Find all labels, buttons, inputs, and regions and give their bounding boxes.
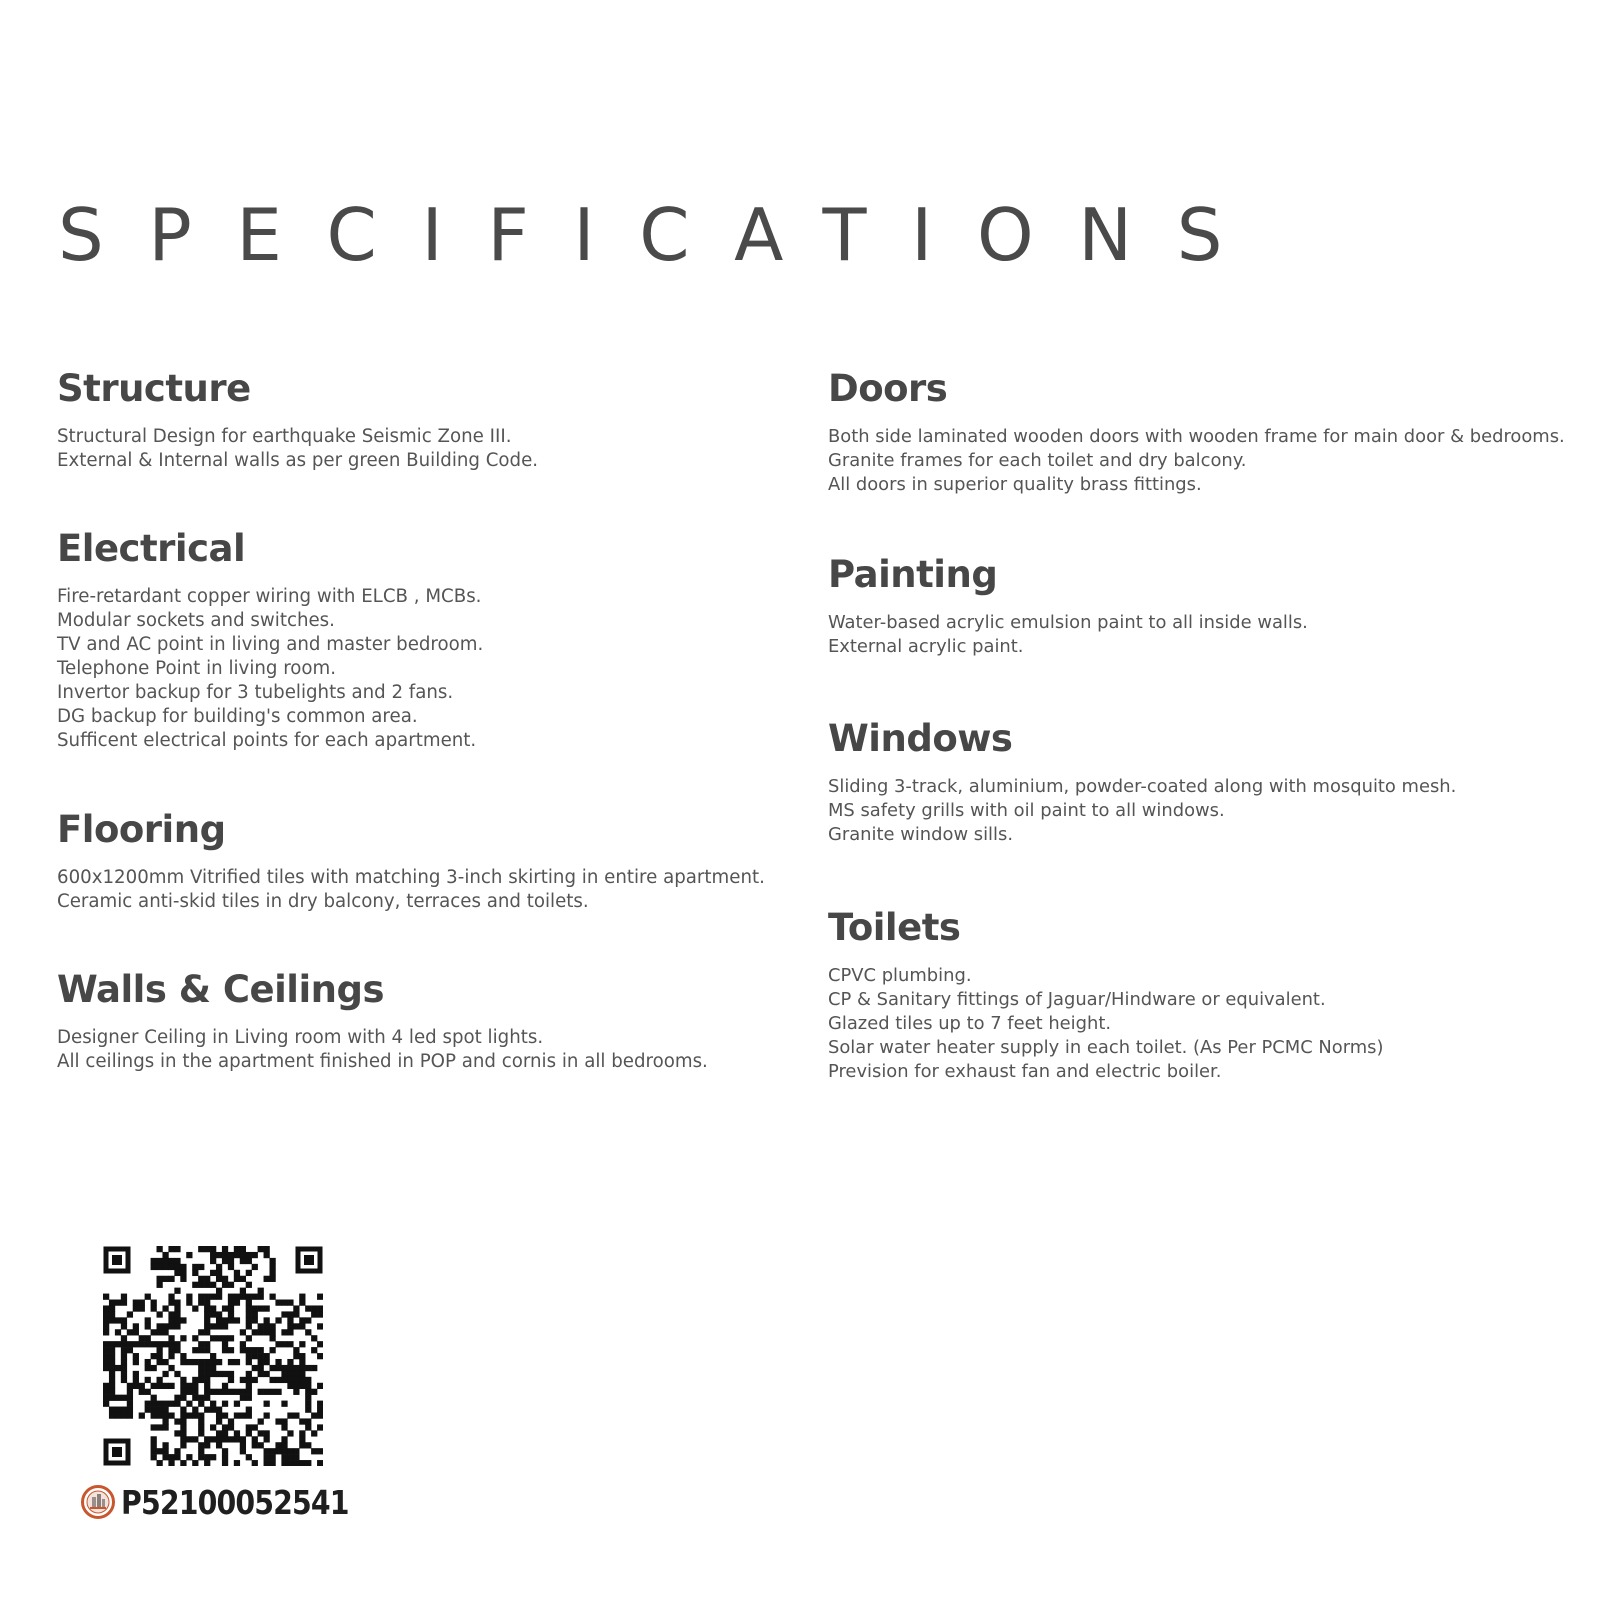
spec-line: Telephone Point in living room. (57, 658, 337, 679)
spec-line: Modular sockets and switches. (57, 610, 335, 631)
section-structure (57, 367, 817, 473)
section-windows (828, 717, 1600, 847)
spec-list (57, 866, 817, 914)
spec-list (828, 964, 1600, 1084)
spec-line: CPVC plumbing. (828, 965, 972, 986)
spec-list (57, 1026, 817, 1074)
spec-line: Water-based acrylic emulsion paint to all inside walls. (828, 612, 1308, 633)
spec-line: External & Internal walls as per green Building Code. (57, 450, 539, 471)
spec-line: Sliding 3-track, aluminium, powder-coated along with mosquito mesh. (828, 776, 1457, 797)
spec-line: Glazed tiles up to 7 feet height. (828, 1013, 1112, 1034)
spec-line: All ceilings in the apartment finished in POP and cornis in all bedrooms. (57, 1051, 708, 1072)
qr-code-icon (103, 1246, 323, 1466)
spec-line: External acrylic paint. (828, 636, 1024, 657)
spec-line: Granite frames for each toilet and dry balcony. (828, 450, 1247, 471)
section-heading: Electrical (57, 527, 246, 570)
section-doors (828, 367, 1600, 497)
spec-line: Fire-retardant copper wiring with ELCB , MCBs. (57, 586, 482, 607)
spec-line: Invertor backup for 3 tubelights and 2 fans. (57, 682, 454, 703)
section-heading: Doors (828, 367, 948, 410)
spec-list (57, 425, 817, 473)
spec-line: MS safety grills with oil paint to all windows. (828, 800, 1225, 821)
spec-line: CP & Sanitary fittings of Jaguar/Hindware or equivalent. (828, 989, 1326, 1010)
spec-list (57, 585, 817, 753)
section-heading: Walls & Ceilings (57, 968, 385, 1011)
spec-line: Sufficent electrical points for each apartment. (57, 730, 477, 751)
spec-line: DG backup for building's common area. (57, 706, 418, 727)
section-heading: Toilets (828, 906, 961, 949)
page-title: SPECIFICATIONS (58, 193, 1268, 277)
spec-line: TV and AC point in living and master bedroom. (57, 634, 484, 655)
section-toilets (828, 906, 1600, 1084)
section-painting (828, 553, 1600, 659)
spec-line: All doors in superior quality brass fittings. (828, 474, 1202, 495)
spec-list (828, 611, 1600, 659)
spec-line: 600x1200mm Vitrified tiles with matching 3-inch skirting in entire apartment. (57, 867, 765, 888)
spec-line: Granite window sills. (828, 824, 1014, 845)
spec-line: Designer Ceiling in Living room with 4 led spot lights. (57, 1027, 544, 1048)
rera-seal-icon (81, 1485, 115, 1519)
spec-line: Both side laminated wooden doors with wooden frame for main door & bedrooms. (828, 426, 1565, 447)
section-electrical (57, 527, 817, 753)
section-flooring (57, 808, 817, 914)
section-walls-ceilings (57, 968, 817, 1074)
section-heading: Painting (828, 553, 998, 596)
spec-list (828, 425, 1600, 497)
section-heading: Structure (57, 367, 251, 410)
spec-line: Ceramic anti-skid tiles in dry balcony, terraces and toilets. (57, 891, 589, 912)
spec-line: Solar water heater supply in each toilet. (As Per PCMC Norms) (828, 1037, 1384, 1058)
section-heading: Flooring (57, 808, 226, 851)
rera-number: P52100052541 (121, 1482, 349, 1522)
spec-line: Prevision for exhaust fan and electric boiler. (828, 1061, 1222, 1082)
spec-line: Structural Design for earthquake Seismic Zone III. (57, 426, 512, 447)
section-heading: Windows (828, 717, 1013, 760)
spec-list (828, 775, 1600, 847)
rera-registration (81, 1482, 386, 1522)
